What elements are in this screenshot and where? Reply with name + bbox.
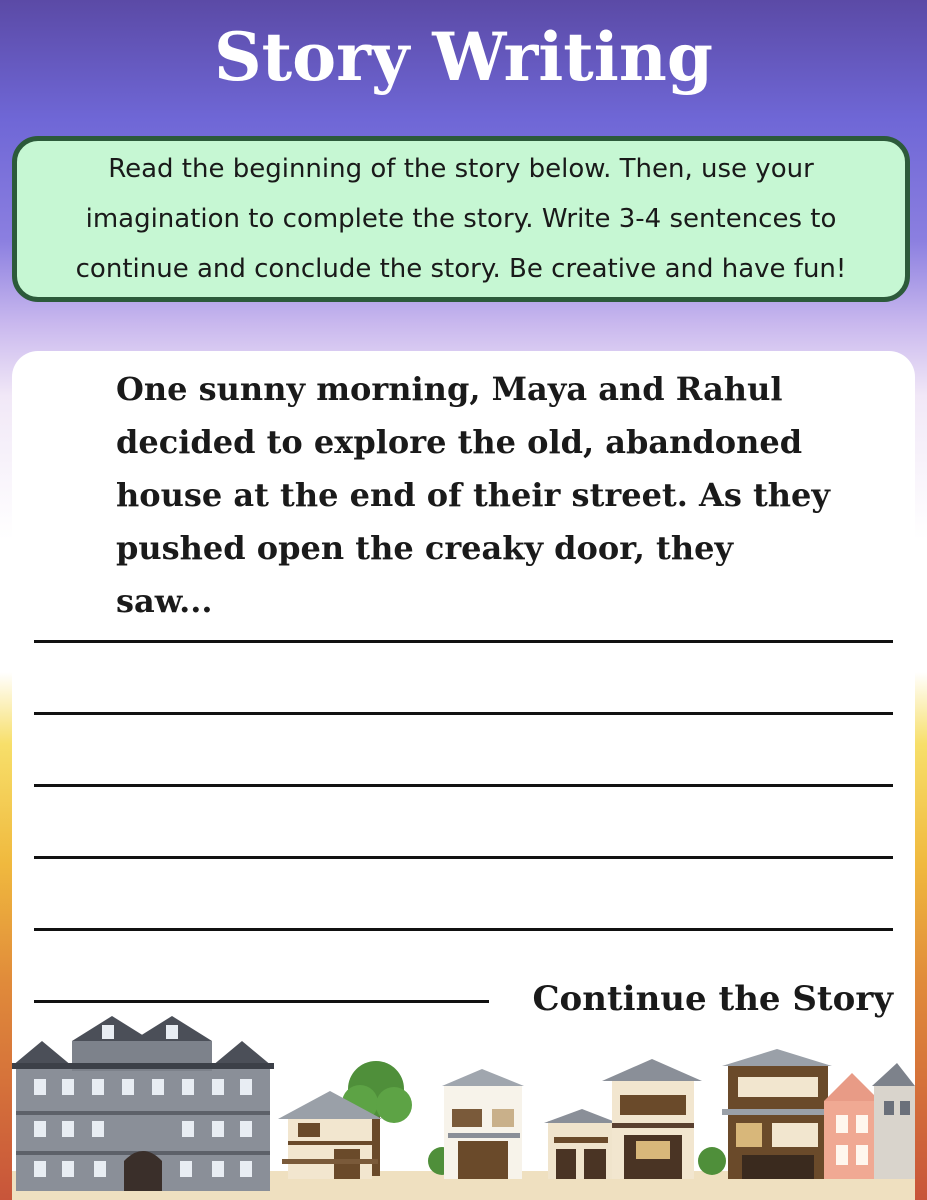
continue-label: Continue the Story — [532, 979, 893, 1019]
writing-line[interactable] — [34, 640, 893, 643]
page-title: Story Writing — [214, 18, 713, 96]
instructions-text — [76, 144, 847, 294]
writing-line[interactable] — [34, 1000, 489, 1003]
houses-illustration — [12, 1011, 915, 1200]
mansion-icon — [12, 1016, 274, 1191]
instructions-box — [12, 136, 910, 302]
writing-line[interactable] — [34, 928, 893, 931]
european-house-icon — [824, 1063, 915, 1179]
story-prompt — [116, 363, 836, 628]
writing-line[interactable] — [34, 856, 893, 859]
house-icon — [442, 1069, 524, 1179]
instructions-line: continue and conclude the story. Be creative and have fun! — [75, 254, 847, 284]
story-line: decided to explore the old, abandoned — [116, 423, 803, 461]
writing-line[interactable] — [34, 784, 893, 787]
instructions-line: Read the beginning of the story below. Then, use your — [108, 154, 814, 184]
story-line: pushed open the creaky door, they saw... — [116, 529, 734, 620]
story-line: One sunny morning, Maya and Rahul — [116, 370, 783, 408]
writing-line[interactable] — [34, 712, 893, 715]
two-storey-house-icon — [722, 1049, 834, 1179]
story-card — [12, 351, 915, 1200]
instructions-line: imagination to complete the story. Write 3-4 sentences to — [85, 204, 837, 234]
tall-house-icon — [602, 1059, 702, 1179]
story-line: house at the end of their street. As they — [116, 476, 830, 514]
shop-house-icon — [544, 1109, 618, 1179]
